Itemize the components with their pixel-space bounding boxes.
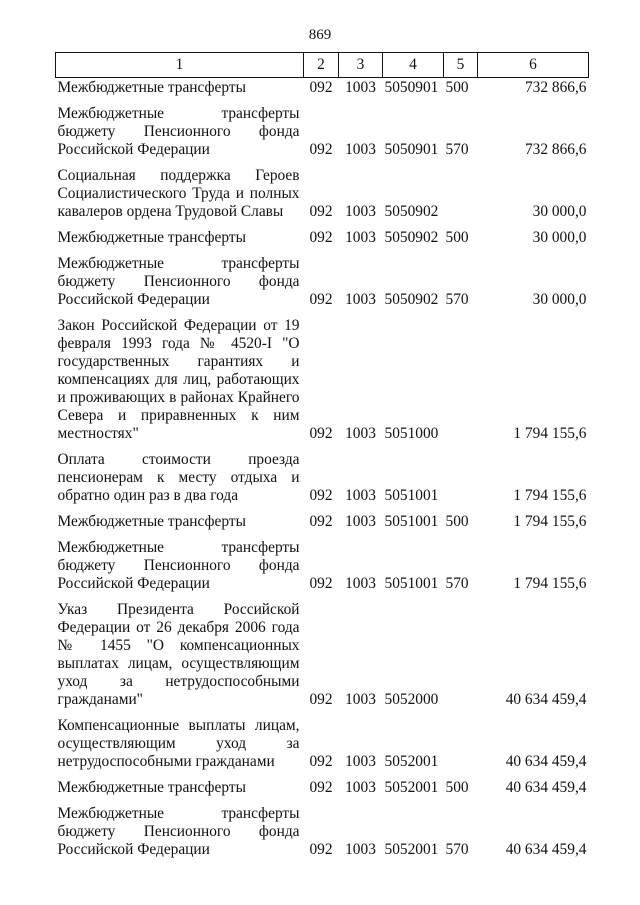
row-expense-type-cell xyxy=(444,447,478,509)
row-name-cell: Компенсационные выплаты лицам, осуществляющим уход за нетрудоспособными гражданами xyxy=(57,717,300,770)
row-section-code-cell: 1003 xyxy=(345,425,376,442)
row-target-article-cell: 5051001 xyxy=(384,487,439,504)
row-ministry-code-cell: 092 xyxy=(309,841,333,858)
row-expense-type-cell xyxy=(444,313,478,447)
row-expense-type-cell xyxy=(444,597,478,713)
row-section-code-cell: 1003 xyxy=(345,753,376,770)
row-amount-cell: 1 794 155,6 xyxy=(513,575,587,592)
budget-table xyxy=(55,52,589,863)
row-amount-cell: 40 634 459,4 xyxy=(505,753,587,770)
row-target-article-cell: 5052001 xyxy=(384,753,439,770)
row-expense-type-cell: 570 xyxy=(445,575,469,592)
row-amount-cell: 40 634 459,4 xyxy=(505,691,587,708)
row-section-code-cell: 1003 xyxy=(345,841,376,858)
table-row xyxy=(56,775,589,801)
table-row xyxy=(56,447,589,509)
row-target-article-cell: 5050902 xyxy=(384,203,439,220)
row-ministry-code-cell: 092 xyxy=(309,79,333,96)
row-ministry-code-cell: 092 xyxy=(309,425,333,442)
row-section-code-cell: 1003 xyxy=(345,229,376,246)
row-section-code-cell: 1003 xyxy=(345,691,376,708)
row-target-article-cell: 5050902 xyxy=(384,291,439,308)
row-amount-cell: 1 794 155,6 xyxy=(513,425,587,442)
table-row xyxy=(56,597,589,713)
row-expense-type-cell: 500 xyxy=(445,779,469,796)
table-header-row xyxy=(56,53,589,78)
table-row xyxy=(56,163,589,225)
table-row xyxy=(56,225,589,251)
row-name-cell: Указ Президента Российской Федерации от 26 декабря 2006 года № 1455 "О компенсационных выплатах лицам, осуществляющим уход за нетрудоспособными гражданами" xyxy=(57,601,300,708)
row-section-code-cell: 1003 xyxy=(345,487,376,504)
table-row xyxy=(56,251,589,313)
row-expense-type-cell: 570 xyxy=(445,291,469,308)
row-name-cell: Межбюджетные трансферты xyxy=(57,779,246,796)
table-row xyxy=(56,313,589,447)
row-name-cell: Социальная поддержка Героев Социалистического Труда и полных кавалеров ордена Трудовой Славы xyxy=(57,167,300,220)
row-name-cell: Межбюджетные трансферты xyxy=(57,229,246,246)
row-expense-type-cell xyxy=(444,713,478,775)
row-target-article-cell: 5050902 xyxy=(384,229,439,246)
header-cell-amount: 6 xyxy=(478,53,589,78)
row-section-code-cell: 1003 xyxy=(345,779,376,796)
row-expense-type-cell: 500 xyxy=(445,513,469,530)
table-row xyxy=(56,713,589,775)
row-section-code-cell: 1003 xyxy=(345,513,376,530)
table-row xyxy=(56,801,589,863)
row-ministry-code-cell: 092 xyxy=(309,203,333,220)
row-name-cell: Межбюджетные трансферты бюджету Пенсионного фонда Российской Федерации xyxy=(57,539,300,592)
row-target-article-cell: 5051000 xyxy=(384,425,439,442)
table-body xyxy=(56,78,589,864)
row-amount-cell: 40 634 459,4 xyxy=(505,779,587,796)
row-ministry-code-cell: 092 xyxy=(309,575,333,592)
row-amount-cell: 30 000,0 xyxy=(532,291,587,308)
row-section-code-cell: 1003 xyxy=(345,79,376,96)
row-expense-type-cell xyxy=(444,163,478,225)
row-section-code-cell: 1003 xyxy=(345,575,376,592)
header-cell-target-article: 4 xyxy=(383,53,444,78)
row-ministry-code-cell: 092 xyxy=(309,753,333,770)
row-section-code-cell: 1003 xyxy=(345,203,376,220)
row-target-article-cell: 5050901 xyxy=(384,79,439,96)
row-name-cell: Закон Российской Федерации от 19 февраля 1993 года № 4520-I "О государственных гарантиях и компенсациях для лиц, работающих и проживающих в районах Крайнего Севера и приравненных к ним местностях" xyxy=(57,317,300,442)
row-amount-cell: 732 866,6 xyxy=(524,79,587,96)
table-row xyxy=(56,509,589,535)
row-amount-cell: 30 000,0 xyxy=(532,203,587,220)
row-ministry-code-cell: 092 xyxy=(309,291,333,308)
row-ministry-code-cell: 092 xyxy=(309,141,333,158)
table-row xyxy=(56,101,589,163)
row-ministry-code-cell: 092 xyxy=(309,229,333,246)
row-amount-cell: 732 866,6 xyxy=(524,141,587,158)
row-amount-cell: 30 000,0 xyxy=(532,229,587,246)
row-name-cell: Межбюджетные трансферты xyxy=(57,513,246,530)
table-row xyxy=(56,535,589,597)
row-ministry-code-cell: 092 xyxy=(309,487,333,504)
row-name-cell: Оплата стоимости проезда пенсионерам к месту отдыха и обратно один раз в два года xyxy=(57,451,300,504)
row-target-article-cell: 5052001 xyxy=(384,779,439,796)
row-name-cell: Межбюджетные трансферты xyxy=(57,79,246,96)
row-ministry-code-cell: 092 xyxy=(309,513,333,530)
row-name-cell: Межбюджетные трансферты бюджету Пенсионного фонда Российской Федерации xyxy=(57,805,300,858)
row-target-article-cell: 5050901 xyxy=(384,141,439,158)
row-section-code-cell: 1003 xyxy=(345,141,376,158)
row-target-article-cell: 5051001 xyxy=(384,513,439,530)
row-expense-type-cell: 500 xyxy=(445,229,469,246)
header-cell-section: 3 xyxy=(339,53,383,78)
row-name-cell: Межбюджетные трансферты бюджету Пенсионного фонда Российской Федерации xyxy=(57,105,300,158)
row-expense-type-cell: 570 xyxy=(445,141,469,158)
row-target-article-cell: 5052000 xyxy=(384,691,439,708)
row-ministry-code-cell: 092 xyxy=(309,779,333,796)
table-row xyxy=(56,78,589,102)
row-section-code-cell: 1003 xyxy=(345,291,376,308)
row-expense-type-cell: 570 xyxy=(445,841,469,858)
header-cell-ministry: 2 xyxy=(304,53,339,78)
row-target-article-cell: 5051001 xyxy=(384,575,439,592)
row-amount-cell: 40 634 459,4 xyxy=(505,841,587,858)
header-cell-expense-type: 5 xyxy=(444,53,478,78)
header-cell-name: 1 xyxy=(56,53,304,78)
row-name-cell: Межбюджетные трансферты бюджету Пенсионного фонда Российской Федерации xyxy=(57,255,300,308)
page-number: 869 xyxy=(308,27,332,43)
row-expense-type-cell: 500 xyxy=(445,79,469,96)
row-amount-cell: 1 794 155,6 xyxy=(513,513,587,530)
row-target-article-cell: 5052001 xyxy=(384,841,439,858)
row-amount-cell: 1 794 155,6 xyxy=(513,487,587,504)
row-ministry-code-cell: 092 xyxy=(309,691,333,708)
